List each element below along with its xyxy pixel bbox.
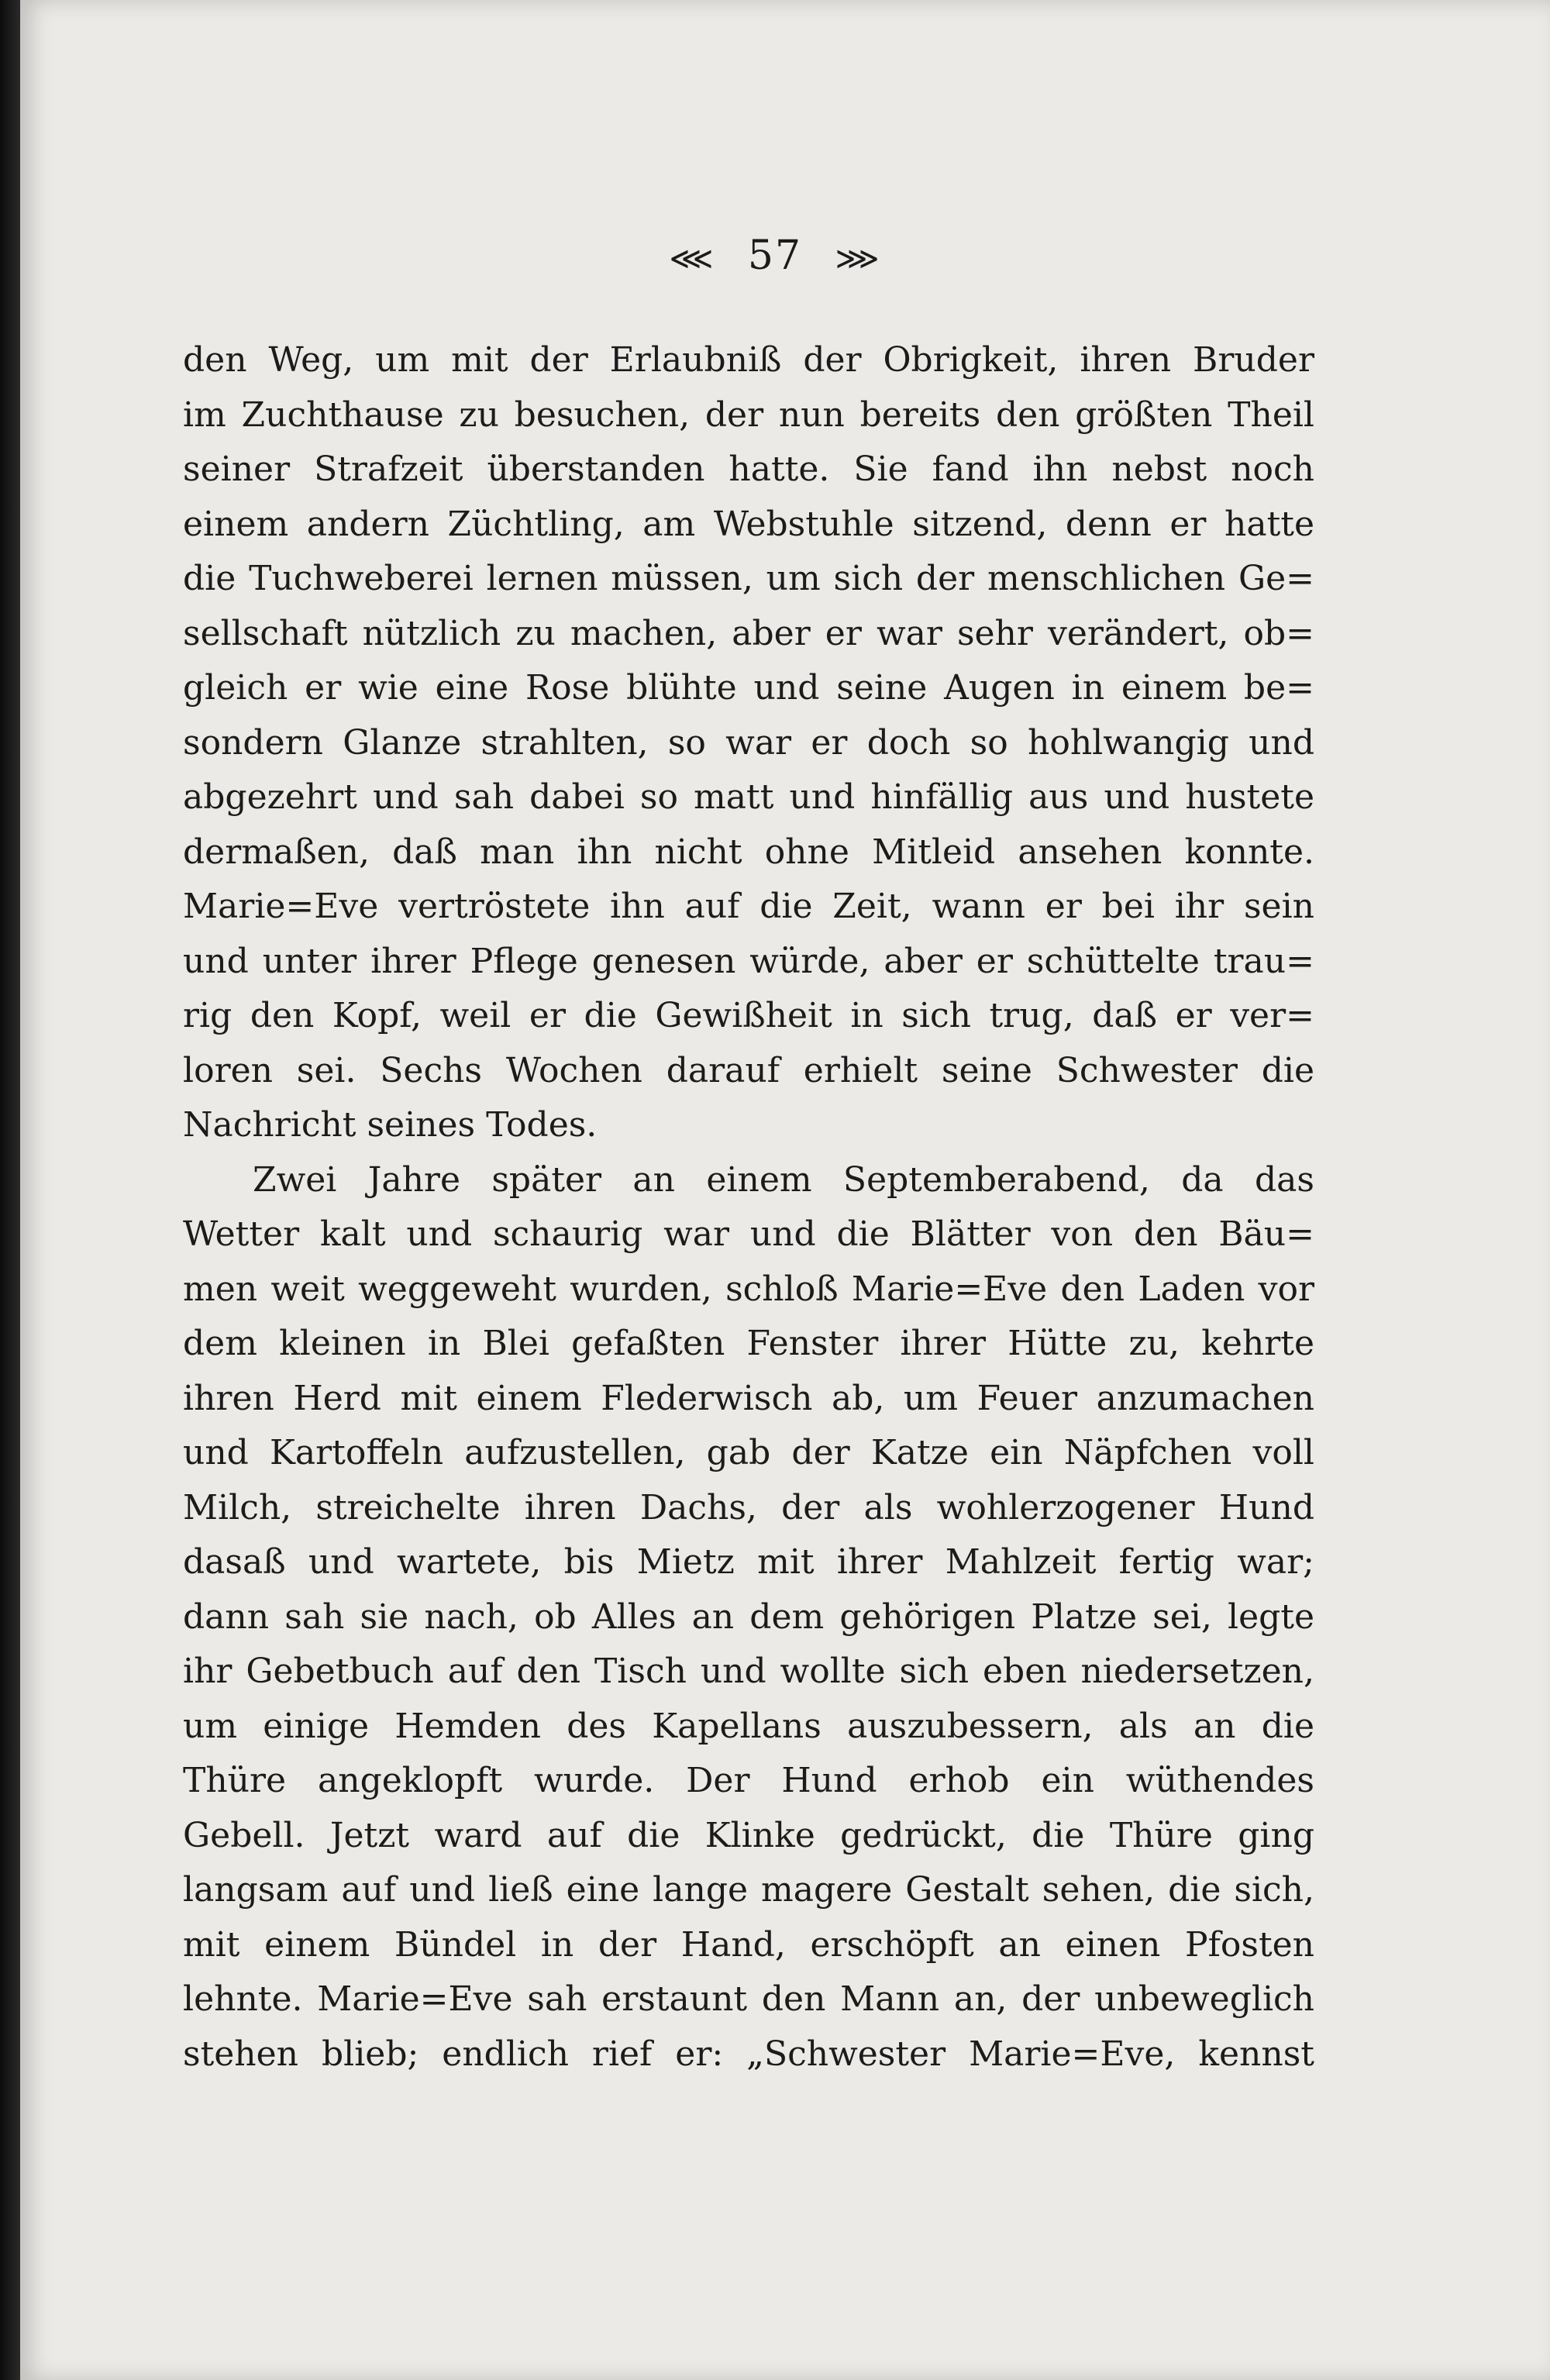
- text-line: loren sei. Sechs Wochen darauf erhielt seine Schwester die: [183, 1050, 1314, 1090]
- text-line: dann sah sie nach, ob Alles an dem gehörigen Platze sei, legte: [183, 1596, 1314, 1637]
- text-line: sondern Glanze strahlten, so war er doch so hohlwangig und: [183, 722, 1314, 763]
- text-line: Wetter kalt und schaurig war und die Blätter von den Bäu=: [183, 1214, 1314, 1254]
- text-line: um einige Hemden des Kapellans auszubessern, als an die: [183, 1706, 1314, 1746]
- text-line: Milch, streichelte ihren Dachs, der als wohlerzogener Hund: [183, 1487, 1314, 1528]
- text-line: Thüre angeklopft wurde. Der Hund erhob ein wüthendes: [183, 1761, 1314, 1800]
- text-line: Nachricht seines Todes.: [183, 1105, 598, 1145]
- text-line: im Zuchthause zu besuchen, der nun bereits den größten Theil: [183, 394, 1314, 435]
- text-line: Marie=Eve vertröstete ihn auf die Zeit, wann er bei ihr sein: [183, 887, 1314, 926]
- page-left-edge: [0, 0, 20, 2380]
- text-line: und Kartoffeln aufzustellen, gab der Katze ein Näpfchen voll: [183, 1433, 1314, 1472]
- text-line: abgezehrt und sah dabei so matt und hinfällig aus und hustete: [183, 777, 1314, 817]
- text-line: dasaß und wartete, bis Mietz mit ihrer Mahlzeit fertig war;: [183, 1542, 1314, 1582]
- text-line: stehen blieb; endlich rief er: „Schwester Marie=Eve, kennst: [183, 2034, 1314, 2074]
- page-header: [0, 232, 1550, 279]
- text-line: die Tuchweberei lernen müssen, um sich der menschlichen Ge=: [183, 559, 1314, 598]
- text-line: den Weg, um mit der Erlaubniß der Obrigkeit, ihren Bruder: [183, 340, 1314, 380]
- page-number: 57: [747, 232, 803, 279]
- text-line: und unter ihrer Pflege genesen würde, aber er schüttelte trau=: [183, 941, 1314, 981]
- ornament-left-icon: ⋘: [669, 241, 715, 277]
- text-line: rig den Kopf, weil er die Gewißheit in sich trug, daß er ver=: [183, 996, 1314, 1035]
- text-line: Zwei Jahre später an einem Septemberabend, da das: [253, 1159, 1314, 1200]
- text-line: dermaßen, daß man ihn nicht ohne Mitleid ansehen konnte.: [183, 832, 1314, 872]
- text-line: lehnte. Marie=Eve sah erstaunt den Mann an, der unbeweglich: [183, 1979, 1314, 2019]
- text-line: dem kleinen in Blei gefaßten Fenster ihrer Hütte zu, kehrte: [183, 1324, 1314, 1363]
- text-line: sellschaft nützlich zu machen, aber er war sehr verändert, ob=: [183, 613, 1314, 653]
- text-line: ihr Gebetbuch auf den Tisch und wollte sich eben niedersetzen,: [183, 1652, 1314, 1691]
- ornament-right-icon: ⋙: [835, 241, 881, 277]
- body-text: [183, 333, 1314, 2082]
- text-line: gleich er wie eine Rose blühte und seine Augen in einem be=: [183, 668, 1314, 708]
- text-line: men weit weggeweht wurden, schloß Marie=Eve den Laden vor: [183, 1269, 1314, 1309]
- text-line: seiner Strafzeit überstanden hatte. Sie fand ihn nebst noch: [183, 449, 1314, 489]
- text-line: langsam auf und ließ eine lange magere Gestalt sehen, die sich,: [183, 1870, 1314, 1910]
- text-line: Gebell. Jetzt ward auf die Klinke gedrückt, die Thüre ging: [183, 1815, 1314, 1855]
- text-line: mit einem Bündel in der Hand, erschöpft an einen Pfosten: [183, 1924, 1314, 1965]
- text-line: einem andern Züchtling, am Webstuhle sitzend, denn er hatte: [183, 504, 1314, 544]
- text-line: ihren Herd mit einem Flederwisch ab, um Feuer anzumachen: [183, 1378, 1314, 1418]
